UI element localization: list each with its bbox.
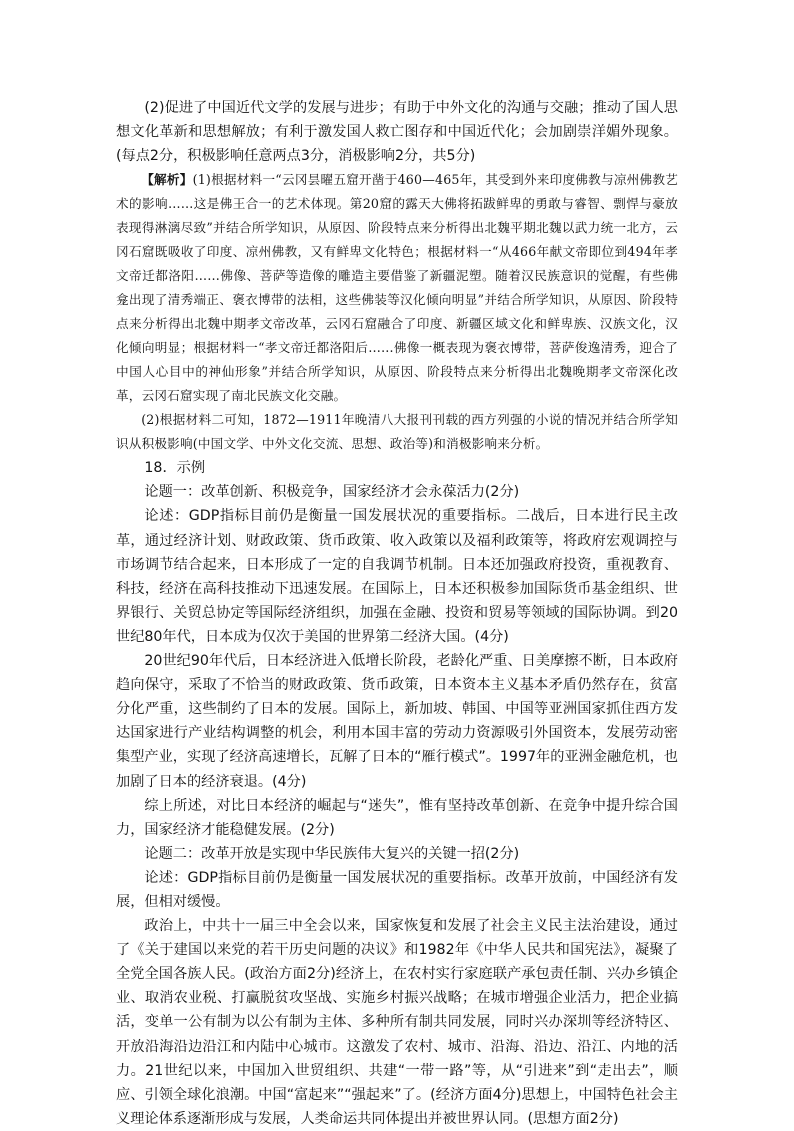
analysis-17-part-2: (2)根据材料二可知，1872—1911年晚清八大报刊刊载的西方列强的小说的情况并结合所学知识从积极影响(中国文学、中外文化交流、思想、政治等)和消极影响来分析。 <box>116 412 678 452</box>
document-page <box>116 96 678 1131</box>
answer-17-part-2: (2)促进了中国近代文学的发展与进步；有助于中外文化的沟通与交融；推动了国人思想文化革新和思想解放；有利于激发国人救亡图存和中国近代化；会加剧崇洋媚外现象。(每点2分，积极影响任意两点3分，消极影响2分，共5分) <box>116 100 678 165</box>
analysis-17-part-1 <box>116 168 678 408</box>
argument-2-paragraph-1: 论述：GDP指标目前仍是衡量一国发展状况的重要指标。改革开放前，中国经济有发展，但相对缓慢。 <box>116 869 678 910</box>
thesis-2: 论题二：改革开放是实现中华民族伟大复兴的关键一招(2分) <box>144 845 520 862</box>
question-18-header: 18．示例 <box>144 460 206 477</box>
analysis-17-part-1-text: (1)根据材料一“云冈昙曜五窟开凿于460—465年，其受到外来印度佛教与凉州佛教艺术的影响……这是佛王合一的艺术体现。第20窟的露天大佛将拓跋鲜卑的勇敢与睿智、剽悍与豪放表现得淋漓尽致”并结合所学知识，从原因、阶段特点来分析得出北魏平期北魏以武力统一北方，云冈石窟既吸收了印度、凉州佛教，又有鲜卑文化特色；根据材料一“从466年献文帝即位到494年孝文帝迁都洛阳……佛像、菩萨等造像的雕造主要借鉴了新疆泥塑。随着汉民族意识的觉醒，有些佛龛出现了清秀端正、褒衣博带的法相，这些佛装等汉化倾向明显”并结合所学知识，从原因、阶段特点来分析得出北魏中期孝文帝改革，云冈石窟融合了印度、新疆区域文化和鲜卑族、汉族文化，汉化倾向明显；根据材料一“孝文帝迁都洛阳后……佛像一概表现为褒衣博带，菩萨俊逸清秀，迎合了中国人心目中的神仙形象”并结合所学知识，从原因、阶段特点来分析得出北魏晚期孝文帝深化改革，云冈石窟实现了南北民族文化交融。 <box>116 172 678 404</box>
argument-1-paragraph-1: 论述：GDP指标目前仍是衡量一国发展状况的重要指标。二战后，日本进行民主改革，通过经济计划、财政政策、货币政策、收入政策以及福利政策等，将政府宏观调控与市场调节结合起来，日本形成了一定的自我调节机制。日本还加强政府投资，重视教育、科技，经济在高科技推动下迅速发展。在国际上，日本还积极参加国际货币基金组织、世界银行、关贸总协定等国际经济组织，加强在金融、投资和贸易等领域的国际协调。到20世纪80年代，日本成为仅次于美国的世界第二经济大国。(4分) <box>116 508 678 645</box>
argument-2-paragraph-2: 政治上，中共十一届三中全会以来，国家恢复和发展了社会主义民主法治建设，通过了《关于建国以来党的若干历史问题的决议》和1982年《中华人民共和国宪法》，凝聚了全党全国各族人民。(政治方面2分)经济上，在农村实行家庭联产承包责任制、兴办乡镇企业、取消农业税、打赢脱贫攻坚战、实施乡村振兴战略；在城市增强企业活力，把企业搞活，变单一公有制为以公有制为主体、多种所有制共同发展，同时兴办深圳等经济特区、开放沿海沿边沿江和内陆中心城市。这激发了农村、城市、沿海、沿边、沿江、内地的活力。21世纪以来，中国加入世贸组织、共建“一带一路”等，从“引进来”到“走出去”，顺应、引领全球化浪潮。中国“富起来”“强起来”了。(经济方面4分)思想上，中国特色社会主义理论体系逐渐形成与发展，人类命运共同体提出并被世界认同。(思想方面2分) <box>116 918 678 1127</box>
analysis-label: 【解析】 <box>141 172 193 188</box>
conclusion-1: 综上所述，对比日本经济的崛起与“迷失”，惟有坚持改革创新、在竞争中提升综合国力，国家经济才能稳健发展。(2分) <box>116 797 678 838</box>
thesis-1: 论题一：改革创新、积极竞争，国家经济才会永葆活力(2分) <box>144 484 520 501</box>
argument-1-paragraph-2: 20世纪90年代后，日本经济进入低增长阶段，老龄化严重、日美摩擦不断，日本政府趋向保守，采取了不恰当的财政政策、货币政策，日本资本主义基本矛盾仍然存在，贫富分化严重，这些制约了日本的发展。国际上，新加坡、韩国、中国等亚洲国家抓住西方发达国家进行产业结构调整的机会，利用本国丰富的劳动力资源吸引外国资本，发展劳动密集型产业，实现了经济高速增长，瓦解了日本的“雁行模式”。1997年的亚洲金融危机，也加剧了日本的经济衰退。(4分) <box>116 653 678 790</box>
